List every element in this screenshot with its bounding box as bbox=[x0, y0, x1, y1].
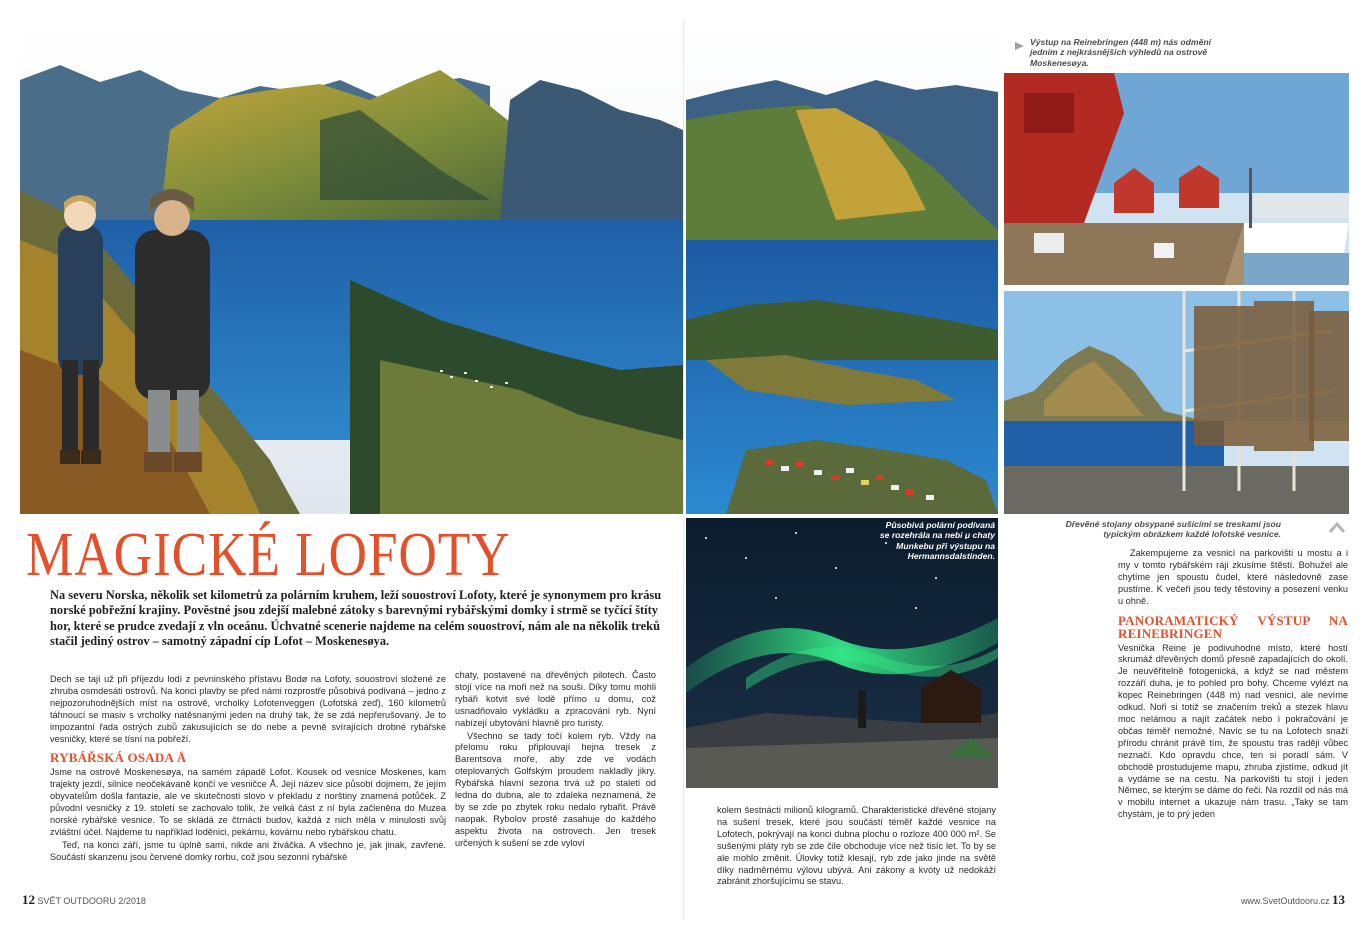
photo-red-rorbu-harbour bbox=[1004, 73, 1349, 285]
paragraph: Všechno se tady točí kolem ryb. Vždy na přelomu roku připlouvají hejna tresek z Barentsova moře, aby zde ve vodách oteplovaných Golfským proudem nakladly jikry. Rybářská hlavní sezona trvá už po staletí od ledna do dubna, ale to zdaleka neznamená, že by se zde po zbytek roku nedalo rybařit. Právě naopak. Rybolov prostě zasahuje do každého aspektu života na ostrovech. Jen tresek určených k sušení se zde vyloví bbox=[455, 730, 656, 848]
caption-fish-racks: Dřevěné stojany obsypané sušícími se treskami jsou typickým obrázkem každé lofotské vesnice. bbox=[1065, 519, 1281, 540]
text-column-2 bbox=[455, 670, 656, 851]
text-column-1 bbox=[50, 674, 446, 865]
page-number-right: 13 bbox=[1332, 892, 1345, 907]
page-gutter bbox=[683, 20, 684, 920]
paragraph: kolem šestnácti milionů kilogramů. Charakteristické dřevěné stojany na sušení tresek, které jsou součástí téměř každé vesnice na Lofotech, pokrývají na konci dubna plochu o rozloze 400 000 m². Se sušenými pláty ryb se zde čile obchoduje více než tisíc let. To by se ale mohlo změnit. Úlovky totiž klesají, ryb zde jako jinde na světě díky nadměrnému výlovu ubývá. Ani zákony a kvóty už nedokáží zabránit zhoršujícímu se stavu. bbox=[717, 805, 996, 887]
photo-fish-drying-racks bbox=[1004, 291, 1349, 514]
magazine-issue: SVĚT OUTDOORU 2/2018 bbox=[37, 896, 146, 906]
footer-left bbox=[22, 892, 146, 908]
subheading-reinebringen: PANORAMATICKÝ VÝSTUP NA REINEBRINGEN bbox=[1118, 612, 1348, 641]
chevron-up-icon[interactable] bbox=[1327, 518, 1347, 538]
hero-photo-reine-village bbox=[686, 20, 998, 514]
paragraph: Dech se tají už při příjezdu lodí z pevninského přístavu Bodø na Lofoty, souostroví složené ze zhruba osmdesáti ostrovů. Na konci plavby se před námi rozprostře působivá podívaná – jedno z nejpozoruhodnějších míst na ostrově, vrcholky Lofotenveggen (Lofotská zeď), 160 kilometrů táhnoucí se masiv s vrcholky natěsnanými jeden na druhý tak, že se zdá nepřerušovaný. Je to impozantní řada ostrých zubů zakusujících se do nebe a pevně svírajících drobné rybářské vesničky, které se tísní na pobřeží. bbox=[50, 674, 446, 744]
paragraph: Vesnička Reine je podivuhodné místo, které hostí skrumáž dřevěných domů přesně zapadajících do okolí. Je neuvěřitelně fotogenická, a když se nad městem rozzáří duha, je to pohled pro bohy. Chceme vylézt na kopec Reinebringen (448 m) nad vesnicí, ale nevíme odkud. Noři si totiž se značením treků a stezek hlavu moc nelámou a najít začátek nebo i pokračování je občas téměř nemožné. Navíc se tu na Lofotech snaží přírodu chránit právě tím, že spoustu tras raději vůbec neznačí. Kdo opravdu chce, ten si poradí sám. V obchodě prostudujeme mapu, zhruba zjistíme, odkud jít a vydáme se na cestu. Na parkovišti tu stojí i jeden Němec, se kterým se dáme do řeči. Na rozdíl od nás má v mobilu internet a ukazuje nám trasu. „Taky se tam chystám, je to prý jeden bbox=[1118, 642, 1348, 820]
subheading-fishing-village: RYBÁŘSKÁ OSADA Å bbox=[50, 750, 187, 766]
article-lead: Na severu Norska, několik set kilometrů za polárním kruhem, leží souostroví Lofoty, které je synonymem pro krásu norské pobřežní krajiny. Pověstné jsou zdejší malebné zátoky s barevnými rybářskými domky i strmě se tyčící štíty hor, které se prudce zvedají z vln oceánu. Úchvatné scenerie najdeme na celém souostroví, nám ale na několik treků stačil jediný ostrov – samotný západní cíp Lofot – Moskenesøya. bbox=[50, 588, 662, 648]
paragraph: chaty, postavené na dřevěných pilotech. Často stojí více na moři než na souši. Díky tomu mohli rybáři kotvit své lodě přímo u domu, což usnadňovalo vykládku a zpracování ryb. Nyní nabízejí ubytování hlavně pro turisty. bbox=[455, 670, 656, 728]
caption-aurora: Působivá polární podívaná se rozehrála na nebi u chaty Munkebu při výstupu na Hermannsdalstinden. bbox=[879, 520, 995, 562]
website-link[interactable]: www.SvetOutdooru.cz bbox=[1240, 896, 1330, 906]
hero-photo-reinebringen-couple bbox=[20, 20, 683, 514]
paragraph: Zakempujeme za vesnicí na parkovišti u mostu a i my v tomto rybářském ráji zkusíme štěstí. Bohužel ale chytíme jen spoustu čudel, které následovně zase pustíme. K večeři jsou tedy těstoviny a posezení venku u ohně. bbox=[1118, 548, 1348, 606]
text-column-3 bbox=[717, 805, 996, 889]
footer-right bbox=[1241, 892, 1345, 908]
page-number-left: 12 bbox=[22, 892, 35, 907]
paragraph: Jsme na ostrově Moskenesøya, na samém západě Lofot. Kousek od vesnice Moskenes, kam trajekty jezdí, silnice neočekávaně končí ve vesničce Å. Její název sice působí dojmem, že jejím obyvatelům došla fantazie, ale ve skutečnosti slovo v překladu z norštiny znamená potůček. Z původní vesničky z 19. století se zachovalo tolik, že velká část z ní byla začleněna do Muzea norské rybářské vesnice. To se skládá ze čtrnácti budov, každá z nich měla v minulosti svůj zvláštní účel. Najdeme tu například loděnici, pekárnu, kovárnu nebo rybářskou chatu. bbox=[50, 767, 446, 837]
article-title: MAGICKÉ LOFOTY bbox=[26, 521, 511, 589]
caption-pointer-icon bbox=[1013, 40, 1025, 52]
paragraph: Teď, na konci září, jsme tu úplně sami, nikde ani živáčka. A všechno je, jak jinak, zavřené. Součástí skanzenu jsou červené domky rorbu, což jsou sezonní rybářské bbox=[50, 839, 446, 862]
text-column-4 bbox=[1118, 548, 1348, 822]
caption-summit-view: Výstup na Reinebringen (448 m) nás odmění jedním z nejkrásnějších výhledů na ostrově Moskenesøya. bbox=[1030, 37, 1211, 68]
